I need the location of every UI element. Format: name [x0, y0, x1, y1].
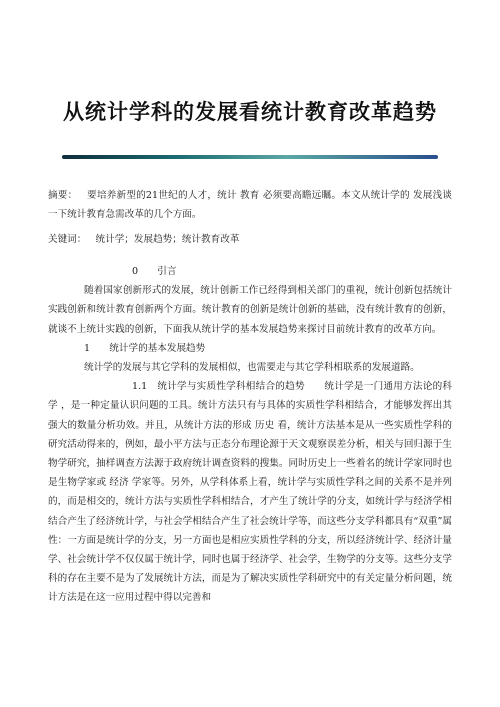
abstract-label: 摘要：: [48, 190, 78, 201]
abstract: [48, 186, 452, 224]
section-1-heading: 1 统计学的基本发展趋势: [84, 342, 206, 354]
keywords: [48, 230, 452, 249]
section-1-paragraph: 统计学的发展与其它学科的发展相似，也需要走与其它学科相联系的发展道路。: [84, 362, 420, 374]
title-divider: [62, 155, 438, 159]
keywords-text: 统计学；发展趋势；统计教育改革: [95, 234, 240, 245]
section-0-heading: 0 引言: [132, 266, 177, 277]
document-title: 从统计学科的发展看统计教育改革趋势: [63, 99, 437, 124]
abstract-text: 要培养新型的21世纪的人才，统计 教育 必须要高瞻远瞩。本文从统计学的 发展浅谈一下统计教育急需改革的几个方面。: [48, 190, 452, 220]
keywords-label: 关键词：: [48, 234, 87, 245]
section-1-1-paragraph: 1.1 统计学与实质性学科相结合的趋势 统计学是一门通用方法论的科学 ，是一种定量认识问题的工具。统计方法只有与具体的实质性学科相结合，才能够发挥出其强大的数量分析功效。并且，从统计方法的形成 历史 看，统计方法基本是从一些实质性学科的研究活动得来的，例如，最小平方法与正态分布理论源于天文观察误差分析，相关与回归源于生物学研究，抽样调查方法源于政府统计调查资料的搜集。同时历史上一些着名的统计学家同时也是生物学家或 经济 学家等。另外，从学科体系上看，统计学与实质性学科之间的关系不是并列的，而是相交的，统计方法与实质性学科相结合，才产生了统计学的分支，如统计学与经济学相结合产生了经济统计学，与社会学相结合产生了社会统计学等，而这些分支学科都具有“双重”属性：一方面是统计学的分支，另一方面也是相应实质性学科的分支，所以经济统计学、经济计量学、社会统计学不仅仅属于统计学，同时也属于经济学、社会学，生物学的分支等。这些分支学科的存在主要不是为了发展统计方法，而是为了解决实质性学科研究中的有关定量分析问题，统计方法是在这一应用过程中得以完善和: [48, 381, 452, 604]
document-body: [48, 262, 452, 608]
section-0-paragraph: 随着国家创新形式的发展，统计创新工作已经得到相关部门的重视，统计创新包括统计实践创新和统计教育创新两个方面。统计教育的创新是统计创新的基础，没有统计教育的创新，就谈不上统计实践的创新，下面我从统计学的基本发展趋势来探讨目前统计教育的改革方向。: [48, 285, 452, 335]
